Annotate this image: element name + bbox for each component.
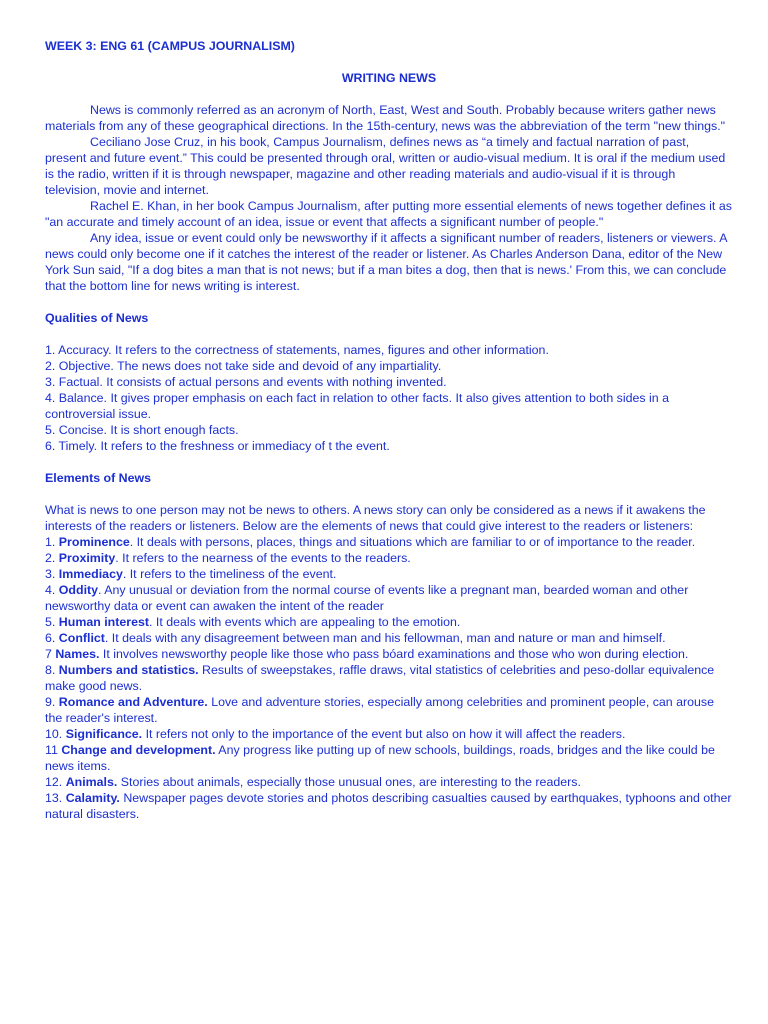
item-term: Significance. xyxy=(65,727,143,741)
list-item xyxy=(45,614,733,630)
item-term: Immediacy xyxy=(58,567,123,581)
list-item: 3. Factual. It consists of actual persons and events with nothing invented. xyxy=(45,375,447,389)
list-item xyxy=(45,582,733,614)
elements-intro: What is news to one person may not be news to others. A news story can only be considered as a news if it awakens the interests of the readers or listeners. Below are the elements of news that could give interest to the readers or listeners: xyxy=(45,503,706,533)
item-text: It involves newsworthy people like those who pass bóard examinations and those who won during election. xyxy=(99,647,689,661)
item-number: 8. xyxy=(45,663,56,677)
item-text: . It deals with events which are appealing to the emotion. xyxy=(149,615,461,629)
item-term: Proximity xyxy=(58,551,116,565)
week-title: WEEK 3: ENG 61 (CAMPUS JOURNALISM) xyxy=(45,39,295,53)
item-number: 7 xyxy=(45,647,52,661)
list-item: 1. Accuracy. It refers to the correctness of statements, names, figures and other information. xyxy=(45,343,549,357)
list-item: 6. Timely. It refers to the freshness or immediacy of t the event. xyxy=(45,439,390,453)
intro-paragraph: Any idea, issue or event could only be newsworthy if it affects a significant number of readers, listeners or viewers. A news could only become one if it catches the interest of the reader or listener. As Charles Anderson Dana, editor of the New York Sun said, "If a dog bites a man that is not news; but if a man bites a dog, then that is news.' From this, we can conclude that the bottom line for news writing is interest. xyxy=(45,231,727,293)
item-number: 11 xyxy=(45,743,58,757)
item-text: . It deals with any disagreement between man and his fellowman, man and nature or man and himself. xyxy=(104,631,666,645)
list-item xyxy=(45,694,733,726)
item-text: Love and adventure stories, especially among celebrities and prominent people, can arouse the reader's interest. xyxy=(45,695,715,725)
intro-paragraph: Rachel E. Khan, in her book Campus Journalism, after putting more essential elements of news together defines it as "an accurate and timely account of an idea, issue or event that affects a significant number of people." xyxy=(45,199,732,229)
list-item xyxy=(45,646,733,662)
item-text: It refers not only to the importance of the event but also on how it will affect the readers. xyxy=(142,727,626,741)
item-text: Results of sweepstakes, raffle draws, vital statistics of celebrities and peso-dollar equivalence make good news. xyxy=(45,663,715,693)
item-text: Stories about animals, especially those unusual ones, are interesting to the readers. xyxy=(117,775,581,789)
qualities-heading: Qualities of News xyxy=(45,311,149,325)
list-item xyxy=(45,662,733,694)
list-item: 5. Concise. It is short enough facts. xyxy=(45,423,239,437)
item-number: 13. xyxy=(45,791,63,805)
item-number: 1. xyxy=(45,535,56,549)
item-term: Calamity. xyxy=(65,791,120,805)
item-text: . It deals with persons, places, things and situations which are familiar to or of importance to the reader. xyxy=(129,535,696,549)
item-term: Change and development. xyxy=(61,743,216,757)
item-text: . It refers to the timeliness of the event. xyxy=(122,567,337,581)
item-number: 10. xyxy=(45,727,63,741)
intro-paragraph: Ceciliano Jose Cruz, in his book, Campus Journalism, defines news as “a timely and factual narration of past, present and future event.” This could be presented through oral, written or audio-visual medium. It is oral if the medium used is the radio, written if it is through newspaper, magazine and other reading materials and audio-visual if it is through television, movie and internet. xyxy=(45,135,726,197)
list-item xyxy=(45,774,733,790)
list-item xyxy=(45,790,733,822)
list-item xyxy=(45,742,733,774)
item-number: 4. xyxy=(45,583,56,597)
list-item xyxy=(45,534,733,550)
intro-section xyxy=(45,102,733,294)
document-title: WRITING NEWS xyxy=(341,71,437,85)
item-number: 12. xyxy=(45,775,63,789)
qualities-list xyxy=(45,342,733,454)
item-text: . It refers to the nearness of the events to the readers. xyxy=(115,551,411,565)
item-number: 6. xyxy=(45,631,56,645)
item-term: Conflict xyxy=(58,631,105,645)
item-term: Numbers and statistics. xyxy=(58,663,199,677)
item-number: 5. xyxy=(45,615,56,629)
list-item: 2. Objective. The news does not take side and devoid of any impartiality. xyxy=(45,359,442,373)
item-text: . Any unusual or deviation from the normal course of events like a pregnant man, bearded woman and other newsworthy data or event can awaken the intent of the reader xyxy=(45,583,689,613)
item-number: 3. xyxy=(45,567,56,581)
item-term: Prominence xyxy=(58,535,130,549)
item-term: Human interest xyxy=(58,615,149,629)
item-term: Romance and Adventure. xyxy=(58,695,208,709)
item-term: Oddity xyxy=(58,583,99,597)
item-number: 9. xyxy=(45,695,56,709)
document-page xyxy=(45,38,733,822)
list-item xyxy=(45,566,733,582)
elements-list xyxy=(45,534,733,822)
item-text: Newspaper pages devote stories and photos describing casualties caused by earthquakes, typhoons and other natural disasters. xyxy=(45,791,732,821)
item-text: Any progress like putting up of new schools, buildings, roads, bridges and the like could be news items. xyxy=(45,743,715,773)
list-item xyxy=(45,630,733,646)
item-number: 2. xyxy=(45,551,56,565)
item-term: Names. xyxy=(55,647,100,661)
intro-paragraph: News is commonly referred as an acronym of North, East, West and South. Probably because writers gather news materials from any of these geographical directions. In the 15th-century, news was the abbreviation of the term "new things." xyxy=(45,103,726,133)
list-item: 4. Balance. It gives proper emphasis on each fact in relation to other facts. It also gives attention to both sides in a controversial issue. xyxy=(45,391,670,421)
list-item xyxy=(45,550,733,566)
item-term: Animals. xyxy=(65,775,118,789)
list-item xyxy=(45,726,733,742)
elements-heading: Elements of News xyxy=(45,471,152,485)
